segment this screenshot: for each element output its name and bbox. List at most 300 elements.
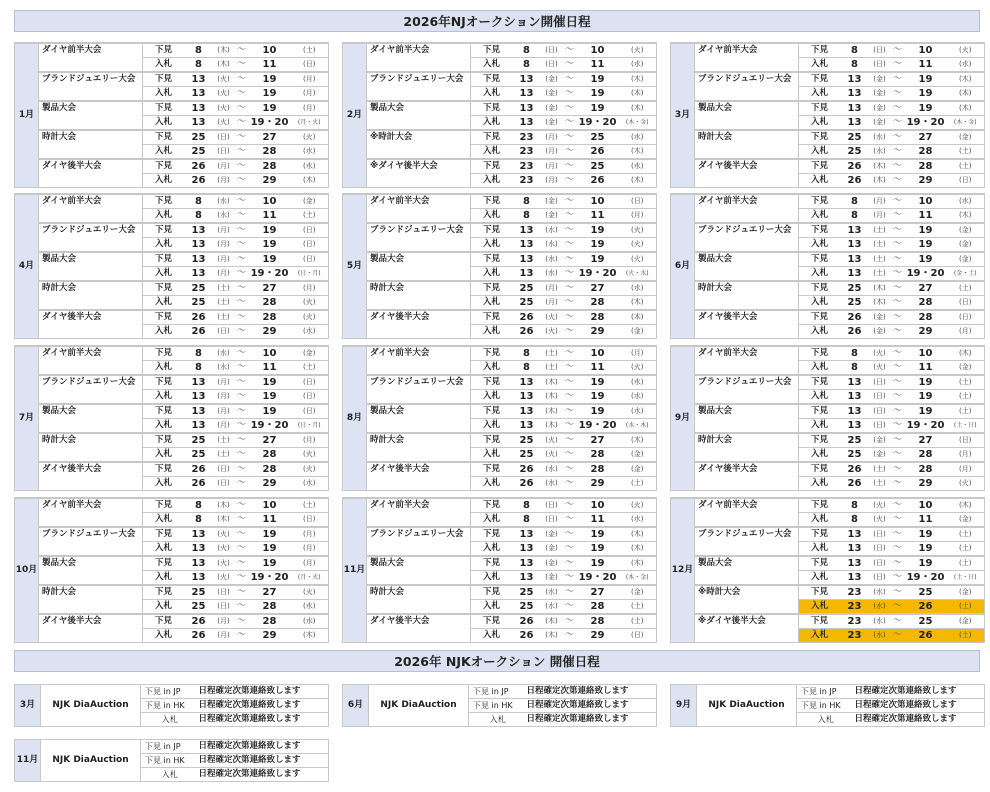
month-label: 3月: [15, 685, 41, 727]
range-separator: ～: [891, 310, 905, 325]
session-type: 入札: [799, 58, 841, 73]
schedule-row: [671, 375, 985, 390]
start-day: 25: [513, 433, 541, 448]
end-day: 27: [905, 281, 947, 296]
month-label: 9月: [671, 685, 697, 727]
start-day: 25: [841, 448, 869, 463]
range-separator: ～: [235, 375, 249, 390]
end-day: 11: [249, 209, 291, 224]
end-day: 29: [249, 325, 291, 339]
end-weekday: (金): [947, 614, 985, 629]
end-weekday: (木): [947, 87, 985, 102]
range-separator: ～: [563, 58, 577, 73]
start-weekday: (土): [869, 267, 891, 282]
end-day: 29: [577, 477, 619, 491]
end-day: 25: [905, 614, 947, 629]
end-weekday: (水): [619, 375, 657, 390]
start-day: 13: [185, 252, 213, 267]
range-separator: ～: [235, 58, 249, 73]
range-separator: ～: [235, 477, 249, 491]
end-day: 25: [577, 159, 619, 174]
session-type: 下見: [471, 462, 513, 477]
end-weekday: (土): [291, 43, 329, 58]
end-day: 19: [249, 542, 291, 557]
end-weekday: (土): [291, 498, 329, 513]
start-weekday: (木): [213, 498, 235, 513]
session-type: 下見: [799, 375, 841, 390]
end-day: 19: [577, 527, 619, 542]
schedule-row: [15, 72, 329, 87]
event-name: 製品大会: [39, 252, 143, 281]
session-type: 下見: [471, 404, 513, 419]
month-schedule-table: [14, 193, 329, 339]
end-weekday: (土): [947, 542, 985, 557]
event-name: ダイヤ後半大会: [39, 310, 143, 339]
range-separator: ～: [563, 585, 577, 600]
end-weekday: (火・水): [619, 267, 657, 282]
start-day: 25: [841, 433, 869, 448]
range-separator: ～: [235, 614, 249, 629]
session-type: 入札: [143, 296, 185, 311]
event-name: ダイヤ前半大会: [695, 346, 799, 375]
schedule-note: 日程確定次第連絡致します: [199, 699, 329, 713]
event-name: ※ダイヤ後半大会: [367, 159, 471, 188]
session-type: 入札: [143, 600, 185, 615]
start-weekday: (水): [213, 209, 235, 224]
end-weekday: (木): [619, 556, 657, 571]
range-separator: ～: [891, 629, 905, 643]
session-type: 下見: [143, 462, 185, 477]
start-weekday: (水): [541, 477, 563, 491]
end-weekday: (日): [291, 513, 329, 528]
event-name: 時計大会: [39, 585, 143, 614]
start-day: 13: [185, 556, 213, 571]
session-type: 入札: [143, 390, 185, 405]
start-weekday: (日): [213, 600, 235, 615]
range-separator: ～: [563, 325, 577, 339]
month-label: 10月: [15, 498, 39, 643]
session-type: 下見: [799, 310, 841, 325]
end-day: 10: [905, 194, 947, 209]
session-type: 入札: [471, 209, 513, 224]
end-weekday: (木): [947, 209, 985, 224]
start-weekday: (月): [213, 238, 235, 253]
start-day: 13: [841, 404, 869, 419]
month-label: 12月: [671, 498, 695, 643]
event-name: ダイヤ後半大会: [695, 462, 799, 491]
end-weekday: (火): [291, 310, 329, 325]
session-type: 下見: [143, 527, 185, 542]
end-day: 19・20: [249, 571, 291, 586]
month-schedule-table: [342, 497, 657, 643]
start-day: 13: [841, 238, 869, 253]
end-day: 19・20: [577, 419, 619, 434]
start-day: 23: [841, 585, 869, 600]
schedule-row: [343, 404, 657, 419]
end-weekday: (木): [947, 72, 985, 87]
start-day: 8: [513, 498, 541, 513]
session-type: 下見: [471, 252, 513, 267]
start-weekday: (日): [869, 43, 891, 58]
start-weekday: (木): [213, 43, 235, 58]
session-type: 入札: [797, 713, 855, 727]
schedule-note: 日程確定次第連絡致します: [527, 685, 657, 699]
end-weekday: (日): [947, 310, 985, 325]
start-weekday: (火): [213, 527, 235, 542]
start-day: 25: [513, 448, 541, 463]
schedule-row: [15, 433, 329, 448]
start-day: 25: [841, 296, 869, 311]
start-day: 8: [185, 194, 213, 209]
end-day: 19: [577, 252, 619, 267]
start-weekday: (土): [541, 361, 563, 376]
end-day: 27: [905, 130, 947, 145]
end-day: 11: [905, 361, 947, 376]
end-day: 28: [577, 614, 619, 629]
start-weekday: (金): [869, 325, 891, 339]
end-day: 28: [577, 310, 619, 325]
schedule-row: [15, 194, 329, 209]
session-type: 入札: [471, 600, 513, 615]
range-separator: ～: [891, 404, 905, 419]
range-separator: ～: [235, 585, 249, 600]
end-weekday: (火): [291, 462, 329, 477]
start-weekday: (火): [541, 433, 563, 448]
njk-schedule-table: [342, 684, 657, 727]
session-type: 下見: [143, 281, 185, 296]
event-name: ダイヤ後半大会: [39, 614, 143, 643]
start-weekday: (土): [541, 346, 563, 361]
session-type: 入札: [143, 174, 185, 188]
schedule-row: [15, 614, 329, 629]
event-name: ダイヤ後半大会: [367, 614, 471, 643]
end-day: 29: [905, 174, 947, 188]
end-day: 10: [905, 346, 947, 361]
schedule-row: [15, 556, 329, 571]
schedule-row: [671, 43, 985, 58]
end-day: 19: [249, 252, 291, 267]
start-weekday: (日): [869, 527, 891, 542]
end-day: 26: [577, 145, 619, 160]
start-day: 25: [513, 600, 541, 615]
end-weekday: (木): [947, 101, 985, 116]
start-weekday: (金): [869, 101, 891, 116]
session-type: 入札: [799, 542, 841, 557]
start-weekday: (月): [541, 296, 563, 311]
range-separator: ～: [235, 223, 249, 238]
month-schedule-table: [14, 497, 329, 643]
end-weekday: (日・月): [291, 267, 329, 282]
schedule-row: [343, 101, 657, 116]
event-name: ブランドジュエリー大会: [695, 223, 799, 252]
start-weekday: (月): [213, 404, 235, 419]
month-label: 6月: [343, 685, 369, 727]
session-type: 下見: [471, 101, 513, 116]
range-separator: ～: [563, 194, 577, 209]
start-day: 8: [185, 361, 213, 376]
range-separator: ～: [235, 498, 249, 513]
end-day: 19・20: [905, 267, 947, 282]
end-weekday: (木): [619, 527, 657, 542]
start-day: 26: [841, 325, 869, 339]
end-weekday: (日): [291, 223, 329, 238]
session-type: 下見: [471, 223, 513, 238]
end-weekday: (日): [291, 238, 329, 253]
schedule-row: [671, 527, 985, 542]
start-day: 13: [513, 223, 541, 238]
start-weekday: (月): [213, 375, 235, 390]
end-weekday: (火): [947, 43, 985, 58]
start-day: 8: [513, 194, 541, 209]
range-separator: ～: [891, 462, 905, 477]
start-weekday: (木): [869, 174, 891, 188]
end-day: 19: [249, 87, 291, 102]
end-day: 19: [905, 238, 947, 253]
event-name: ブランドジュエリー大会: [367, 375, 471, 404]
end-weekday: (水): [619, 390, 657, 405]
event-name: 製品大会: [695, 556, 799, 585]
start-weekday: (月): [213, 159, 235, 174]
range-separator: ～: [563, 477, 577, 491]
start-day: 26: [513, 614, 541, 629]
end-day: 28: [577, 462, 619, 477]
end-day: 19・20: [905, 571, 947, 586]
start-day: 23: [513, 130, 541, 145]
end-day: 28: [249, 296, 291, 311]
range-separator: ～: [891, 223, 905, 238]
session-type: 入札: [799, 390, 841, 405]
end-weekday: (土): [947, 556, 985, 571]
session-type: 下見: [471, 130, 513, 145]
event-name: ブランドジュエリー大会: [695, 72, 799, 101]
end-weekday: (水): [291, 325, 329, 339]
schedule-row: [15, 404, 329, 419]
start-weekday: (金): [541, 87, 563, 102]
end-day: 19・20: [249, 116, 291, 131]
start-day: 13: [513, 252, 541, 267]
month-schedule-table: [670, 345, 985, 491]
end-weekday: (金): [619, 585, 657, 600]
start-day: 13: [841, 390, 869, 405]
range-separator: ～: [235, 310, 249, 325]
month-schedule-table: [670, 42, 985, 188]
range-separator: ～: [891, 498, 905, 513]
schedule-row: [671, 159, 985, 174]
start-day: 13: [841, 252, 869, 267]
end-weekday: (水): [619, 513, 657, 528]
range-separator: ～: [891, 513, 905, 528]
range-separator: ～: [891, 556, 905, 571]
start-day: 25: [185, 448, 213, 463]
start-weekday: (金): [869, 72, 891, 87]
end-weekday: (火): [619, 43, 657, 58]
start-day: 8: [185, 43, 213, 58]
start-weekday: (火): [213, 87, 235, 102]
range-separator: ～: [891, 571, 905, 586]
end-day: 19・20: [577, 571, 619, 586]
end-day: 19: [905, 556, 947, 571]
end-weekday: (木): [947, 346, 985, 361]
session-type: 下見 in HK: [469, 699, 527, 713]
end-weekday: (土): [947, 600, 985, 615]
range-separator: ～: [235, 252, 249, 267]
start-day: 25: [841, 281, 869, 296]
end-weekday: (金): [619, 462, 657, 477]
range-separator: ～: [891, 194, 905, 209]
schedule-note: 日程確定次第連絡致します: [855, 685, 985, 699]
session-type: 下見: [471, 310, 513, 325]
start-weekday: (月): [541, 281, 563, 296]
end-day: 11: [905, 58, 947, 73]
njk-row: [15, 740, 329, 754]
range-separator: ～: [563, 116, 577, 131]
end-weekday: (土): [947, 281, 985, 296]
start-weekday: (火): [213, 116, 235, 131]
event-name: 時計大会: [39, 281, 143, 310]
start-day: 13: [841, 101, 869, 116]
start-day: 13: [185, 542, 213, 557]
start-weekday: (月): [213, 267, 235, 282]
end-day: 10: [249, 194, 291, 209]
session-type: 入札: [143, 571, 185, 586]
range-separator: ～: [563, 296, 577, 311]
event-name: ダイヤ後半大会: [39, 159, 143, 188]
range-separator: ～: [563, 614, 577, 629]
session-type: 下見: [143, 498, 185, 513]
auction-name: NJK DiaAuction: [41, 685, 141, 727]
session-type: 入札: [471, 448, 513, 463]
schedule-row: [671, 614, 985, 629]
end-day: 29: [577, 629, 619, 643]
schedule-row: [671, 346, 985, 361]
end-day: 10: [577, 43, 619, 58]
njk-row: [343, 685, 657, 699]
schedule-row: [343, 585, 657, 600]
session-type: 入札: [143, 238, 185, 253]
session-type: 入札: [799, 325, 841, 339]
start-weekday: (日): [869, 404, 891, 419]
start-weekday: (金): [541, 556, 563, 571]
range-separator: ～: [891, 87, 905, 102]
end-weekday: (木): [947, 498, 985, 513]
start-weekday: (木): [869, 281, 891, 296]
session-type: 入札: [143, 87, 185, 102]
session-type: 下見: [799, 101, 841, 116]
start-day: 23: [841, 629, 869, 643]
schedule-row: [15, 310, 329, 325]
range-separator: ～: [891, 419, 905, 434]
schedule-row: [15, 527, 329, 542]
start-day: 23: [513, 145, 541, 160]
schedule-row: [343, 462, 657, 477]
end-day: 19: [577, 238, 619, 253]
event-name: ※ダイヤ後半大会: [695, 614, 799, 643]
session-type: 入札: [799, 448, 841, 463]
event-name: ダイヤ前半大会: [39, 346, 143, 375]
start-day: 13: [841, 267, 869, 282]
end-weekday: (月): [291, 433, 329, 448]
start-weekday: (土): [213, 296, 235, 311]
event-name: 製品大会: [367, 404, 471, 433]
end-weekday: (火): [947, 477, 985, 491]
end-weekday: (木): [619, 72, 657, 87]
start-weekday: (水): [541, 585, 563, 600]
end-day: 27: [577, 433, 619, 448]
end-day: 19: [577, 101, 619, 116]
end-weekday: (木): [619, 174, 657, 188]
end-day: 19: [249, 404, 291, 419]
end-weekday: (月): [291, 101, 329, 116]
session-type: 下見: [143, 585, 185, 600]
start-day: 25: [513, 585, 541, 600]
start-day: 13: [185, 223, 213, 238]
end-day: 11: [577, 361, 619, 376]
session-type: 下見: [471, 498, 513, 513]
range-separator: ～: [235, 361, 249, 376]
session-type: 下見: [799, 433, 841, 448]
start-weekday: (日): [869, 556, 891, 571]
session-type: 入札: [471, 325, 513, 339]
month-label: 2月: [343, 43, 367, 188]
session-type: 入札: [471, 267, 513, 282]
start-weekday: (日): [213, 585, 235, 600]
start-weekday: (日): [213, 130, 235, 145]
end-weekday: (土): [947, 527, 985, 542]
start-day: 13: [841, 571, 869, 586]
start-weekday: (水): [541, 267, 563, 282]
range-separator: ～: [891, 145, 905, 160]
schedule-row: [343, 498, 657, 513]
end-day: 19: [577, 375, 619, 390]
end-weekday: (月): [291, 556, 329, 571]
end-day: 10: [249, 498, 291, 513]
start-weekday: (土): [869, 462, 891, 477]
start-day: 13: [841, 375, 869, 390]
start-day: 25: [513, 296, 541, 311]
range-separator: ～: [891, 361, 905, 376]
session-type: 下見: [471, 72, 513, 87]
session-type: 下見: [471, 585, 513, 600]
event-name: 時計大会: [367, 585, 471, 614]
session-type: 下見: [143, 101, 185, 116]
session-type: 下見: [799, 252, 841, 267]
start-weekday: (日): [869, 58, 891, 73]
schedule-row: [671, 498, 985, 513]
start-day: 13: [513, 116, 541, 131]
schedule-row: [671, 556, 985, 571]
event-name: 時計大会: [695, 433, 799, 462]
start-weekday: (土): [213, 281, 235, 296]
end-weekday: (金): [619, 448, 657, 463]
range-separator: ～: [563, 145, 577, 160]
session-type: 下見: [799, 346, 841, 361]
start-day: 8: [841, 58, 869, 73]
end-weekday: (水): [291, 600, 329, 615]
schedule-row: [671, 281, 985, 296]
range-separator: ～: [891, 130, 905, 145]
range-separator: ～: [235, 209, 249, 224]
end-weekday: (土): [619, 477, 657, 491]
start-day: 8: [185, 58, 213, 73]
end-weekday: (木): [619, 101, 657, 116]
start-day: 25: [185, 130, 213, 145]
end-weekday: (木): [619, 433, 657, 448]
end-day: 19: [905, 527, 947, 542]
start-weekday: (火): [213, 101, 235, 116]
start-day: 13: [185, 238, 213, 253]
end-day: 28: [249, 614, 291, 629]
range-separator: ～: [235, 116, 249, 131]
